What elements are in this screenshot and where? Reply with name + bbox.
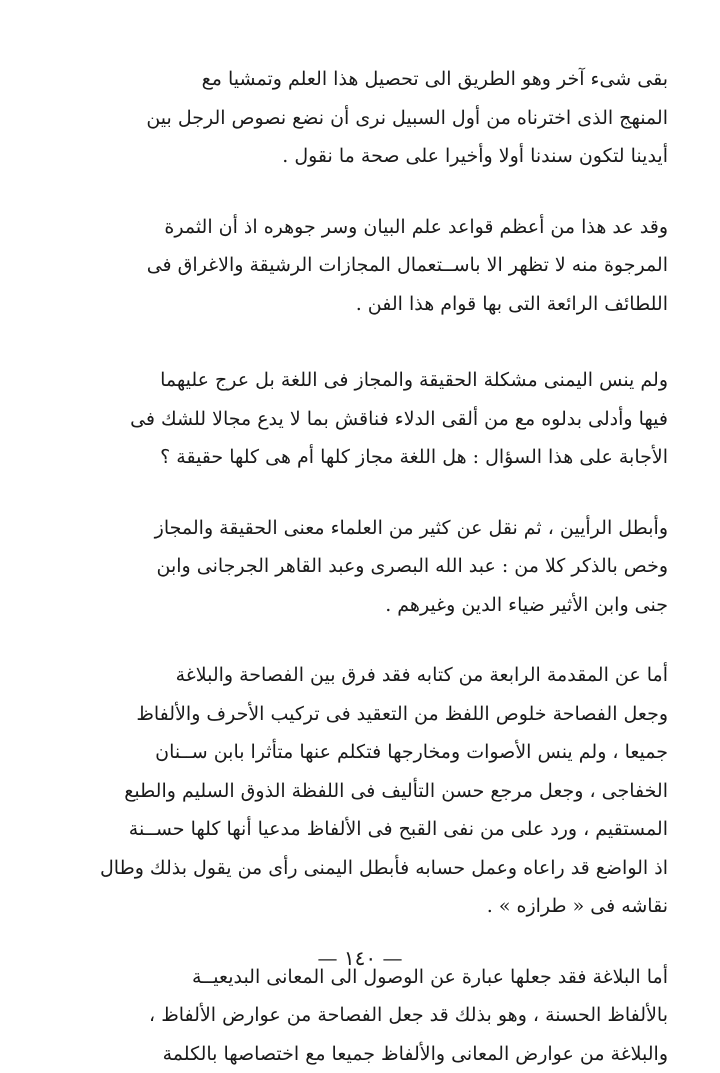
text-line: بقى شىء آخر وهو الطريق الى تحصيل هذا العلم وتمشيا مع: [58, 60, 668, 99]
text-line: المستقيم ، ورد على من نفى القبح فى الألفاظ مدعيا أنها كلها حســنة: [58, 810, 668, 849]
text-line: نقاشه فى « طرازه » .: [58, 887, 668, 926]
page-number: — ١٤٠ —: [0, 946, 720, 970]
text-line: الأجابة على هذا السؤال : هل اللغة مجاز كلها أم هى كلها حقيقة ؟: [58, 438, 668, 477]
text-line: ولم ينس اليمنى مشكلة الحقيقة والمجاز فى اللغة بل عرج عليهما: [58, 361, 668, 400]
text-line: فيها وأدلى بدلوه مع من ألقى الدلاء فناقش بما لا يدع مجالا للشك فى: [58, 400, 668, 439]
text-line: والبلاغة من عوارض المعانى والألفاظ جميعا مع اختصاصها بالكلمة: [58, 1035, 668, 1073]
text-line: المنهج الذى اخترناه من أول السبيل نرى أن نضع نصوص الرجل بين: [58, 99, 668, 138]
text-line: اللطائف الرائعة التى بها قوام هذا الفن .: [58, 285, 668, 324]
text-line: وقد عد هذا من أعظم قواعد علم البيان وسر جوهره اذ أن الثمرة: [58, 208, 668, 247]
paragraph-rhetoric-rules: [58, 208, 668, 324]
text-line: وجعل الفصاحة خلوص اللفظ من التعقيد فى تركيب الأحرف والألفاظ: [58, 695, 668, 734]
text-line: الخفاجى ، وجعل مرجع حسن التأليف فى اللفظة الذوق السليم والطبع: [58, 772, 668, 811]
text-line: وأبطل الرأيين ، ثم نقل عن كثير من العلماء معنى الحقيقة والمجاز: [58, 509, 668, 548]
text-line: جميعا ، ولم ينس الأصوات ومخارجها فتكلم عنها متأثرا بابن ســنان: [58, 733, 668, 772]
paragraph-truth-and-metaphor: [58, 361, 668, 477]
paragraph-rhetoric-definition: [58, 958, 668, 1073]
text-line: بالألفاظ الحسنة ، وهو بذلك قد جعل الفصاحة من عوارض الألفاظ ،: [58, 996, 668, 1035]
paragraph-path-to-knowledge: [58, 60, 668, 176]
paragraph-scholars-cited: [58, 509, 668, 625]
text-line: اذ الواضع قد راعاه وعمل حسابه فأبطل اليمنى رأى من يقول بذلك وطال: [58, 849, 668, 888]
text-line: أيدينا لتكون سندنا أولا وأخيرا على صحة ما نقول .: [58, 137, 668, 176]
text-line: وخص بالذكر كلا من : عبد الله البصرى وعبد القاهر الجرجانى وابن: [58, 547, 668, 586]
text-line: أما البلاغة فقد جعلها عبارة عن الوصول الى المعانى البديعيــة: [58, 958, 668, 997]
text-line: أما عن المقدمة الرابعة من كتابه فقد فرق بين الفصاحة والبلاغة: [58, 656, 668, 695]
text-line: المرجوة منه لا تظهر الا باســتعمال المجازات الرشيقة والاغراق فى: [58, 246, 668, 285]
paragraph-eloquence-distinction: [58, 656, 668, 926]
text-line: جنى وابن الأثير ضياء الدين وغيرهم .: [58, 586, 668, 625]
